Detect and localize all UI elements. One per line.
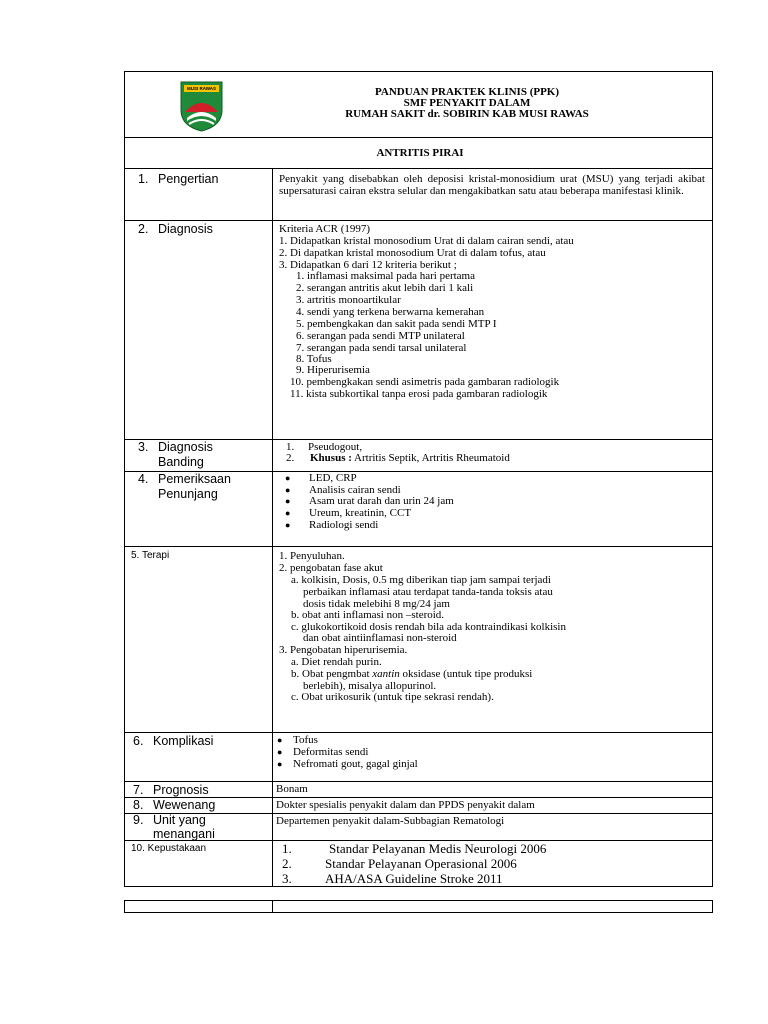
label-number: 7.	[133, 783, 144, 797]
criteria-item: 9. Hiperurisemia	[296, 364, 370, 376]
terapi-line: berlebih), misalya allopurinol.	[303, 680, 437, 692]
terapi-line: c. glukokortikoid dosis rendah bila ada kontraindikasi kolkisin	[291, 621, 566, 633]
label-text-continued: Penunjang	[158, 487, 218, 501]
bullet-icon: ●	[277, 759, 283, 769]
label-number: 9.	[133, 813, 144, 827]
label-text: Pengertian	[158, 172, 219, 186]
bullet-icon: ●	[277, 735, 283, 745]
terapi-line: a. Diet rendah purin.	[291, 656, 382, 668]
label-text: Pemeriksaan	[158, 472, 231, 486]
label-number: 8.	[133, 798, 144, 812]
diagnosis-item: 3. Didapatkan 6 dari 12 kriteria berikut ;	[279, 259, 457, 271]
label-kepustakaan: 10. Kepustakaan	[131, 843, 207, 854]
bullet-icon: ●	[277, 747, 283, 757]
kepustakaan-item-number: 2.	[282, 856, 292, 871]
column-divider	[272, 168, 273, 887]
row-divider	[124, 781, 713, 782]
terapi-line: b. Obat pengmbat xantin oksidase (untuk tipe produksi	[291, 668, 533, 680]
bullet-icon: ●	[285, 520, 291, 530]
title-divider	[124, 168, 713, 169]
criteria-item: 6. serangan pada sendi MTP unilateral	[296, 330, 465, 342]
bullet-icon: ●	[285, 508, 291, 518]
label-text-continued: menangani	[153, 827, 215, 841]
label-text: Diagnosis	[158, 222, 213, 236]
criteria-item: 2. serangan antritis akut lebih dari 1 kali	[296, 282, 474, 294]
label-text: Prognosis	[153, 783, 209, 797]
terapi-line: c. Obat urikosurik (untuk tipe sekrasi rendah).	[291, 691, 494, 703]
banding-khusus-text: Artritis Septik, Artritis Rheumatoid	[351, 452, 510, 464]
criteria-item: 7. serangan pada sendi tarsal unilateral	[296, 342, 467, 354]
criteria-item: 3. artritis monoartikular	[296, 294, 401, 306]
kepustakaan-item-text: AHA/ASA Guideline Stroke 2011	[325, 871, 503, 886]
row-divider	[124, 813, 713, 814]
label-text-continued: Banding	[158, 455, 204, 469]
bullet-icon: ●	[285, 485, 291, 495]
terapi-line: perbaikan inflamasi atau terdapat tanda-tanda toksis atau	[303, 586, 553, 598]
criteria-item: 11. kista subkortikal tanpa erosi pada gambaran radiologik	[290, 388, 548, 400]
kepustakaan-item-text: Standar Pelayanan Operasional 2006	[325, 856, 517, 871]
label-number: 6.	[133, 734, 144, 748]
terapi-line: dan obat aintiinflamasi non-steroid	[303, 632, 457, 644]
banding-item-text	[310, 452, 510, 464]
terapi-line: 1. Penyuluhan.	[279, 550, 345, 562]
kepustakaan-item-number: 1.	[282, 841, 292, 856]
criteria-item: 10. pembengkakan sendi asimetris pada gambaran radiologik	[290, 376, 560, 388]
row-divider	[124, 220, 713, 221]
banding-khusus-label: Khusus :	[310, 452, 352, 464]
row-divider	[124, 546, 713, 547]
header-line-3: RUMAH SAKIT dr. SOBIRIN KAB MUSI RAWAS	[345, 108, 589, 120]
banding-item-number: 1.	[286, 441, 295, 453]
label-text: Komplikasi	[153, 734, 214, 748]
label-text: Wewenang	[153, 798, 216, 812]
label-number: 3.	[138, 440, 149, 454]
row-divider	[124, 732, 713, 733]
diagnosis-heading: Kriteria ACR (1997)	[279, 223, 371, 235]
label-terapi: 5. Terapi	[131, 550, 170, 561]
header-line-2: SMF PENYAKIT DALAM	[403, 97, 531, 109]
label-text: Diagnosis	[158, 440, 213, 454]
prognosis-text: Bonam	[276, 783, 308, 795]
banding-item-text: Pseudogout,	[308, 441, 363, 453]
wewenang-text: Dokter spesialis penyakit dalam dan PPDS penyakit dalam	[276, 799, 535, 811]
bullet-icon: ●	[285, 496, 291, 506]
label-number: 2.	[138, 222, 149, 236]
criteria-item: 5. pembengkakan dan sakit pada sendi MTP I	[296, 318, 497, 330]
header-divider	[124, 137, 713, 138]
label-number: 4.	[138, 472, 149, 486]
empty-table-divider	[272, 900, 273, 913]
label-text: Unit yang	[153, 813, 206, 827]
banding-item-number: 2.	[286, 452, 295, 464]
label-number: 1.	[138, 172, 149, 186]
criteria-item: 4. sendi yang terkena berwarna kemerahan	[296, 306, 485, 318]
terapi-line: a. kolkisin, Dosis, 0.5 mg diberikan tiap jam sampai terjadi	[291, 574, 551, 586]
diagnosis-item: 1. Didapatkan kristal monosodium Urat di dalam cairan sendi, atau	[279, 235, 574, 247]
terapi-line: 3. Pengobatan hiperurisemia.	[279, 644, 408, 656]
document-title: ANTRITIS PIRAI	[376, 147, 464, 159]
empty-table-row	[124, 900, 713, 913]
italic-term: xantin	[372, 668, 400, 680]
terapi-line: b. obat anti inflamasi non –steroid.	[291, 609, 445, 621]
unit-text: Departemen penyakit dalam-Subbagian Rematologi	[276, 815, 505, 827]
diagnosis-item: 2. Di dapatkan kristal monosodium Urat di dalam tofus, atau	[279, 247, 546, 259]
kepustakaan-item-number: 3.	[282, 871, 292, 886]
terapi-line: dosis tidak melebihi 8 mg/24 jam	[303, 598, 450, 610]
kepustakaan-item-text: Standar Pelayanan Medis Neurologi 2006	[329, 841, 547, 856]
bullet-icon: ●	[285, 473, 291, 483]
hospital-logo	[179, 80, 224, 133]
pengertian-text: Penyakit yang disebabkan oleh deposisi kristal-monosidium urat (MSU) yang terjadi akibat supersaturasi cairan ekstra selular dan mengakibatkan satu atau beberapa manifestasi klinik.	[279, 173, 705, 197]
terapi-line: 2. pengobatan fase akut	[279, 562, 383, 574]
logo-text: MUSI RAWAS	[186, 86, 216, 91]
criteria-item: 1. inflamasi maksimal pada hari pertama	[296, 270, 475, 282]
header-line-1: PANDUAN PRAKTEK KLINIS (PPK)	[374, 86, 560, 98]
criteria-item: 8. Tofus	[296, 353, 332, 365]
